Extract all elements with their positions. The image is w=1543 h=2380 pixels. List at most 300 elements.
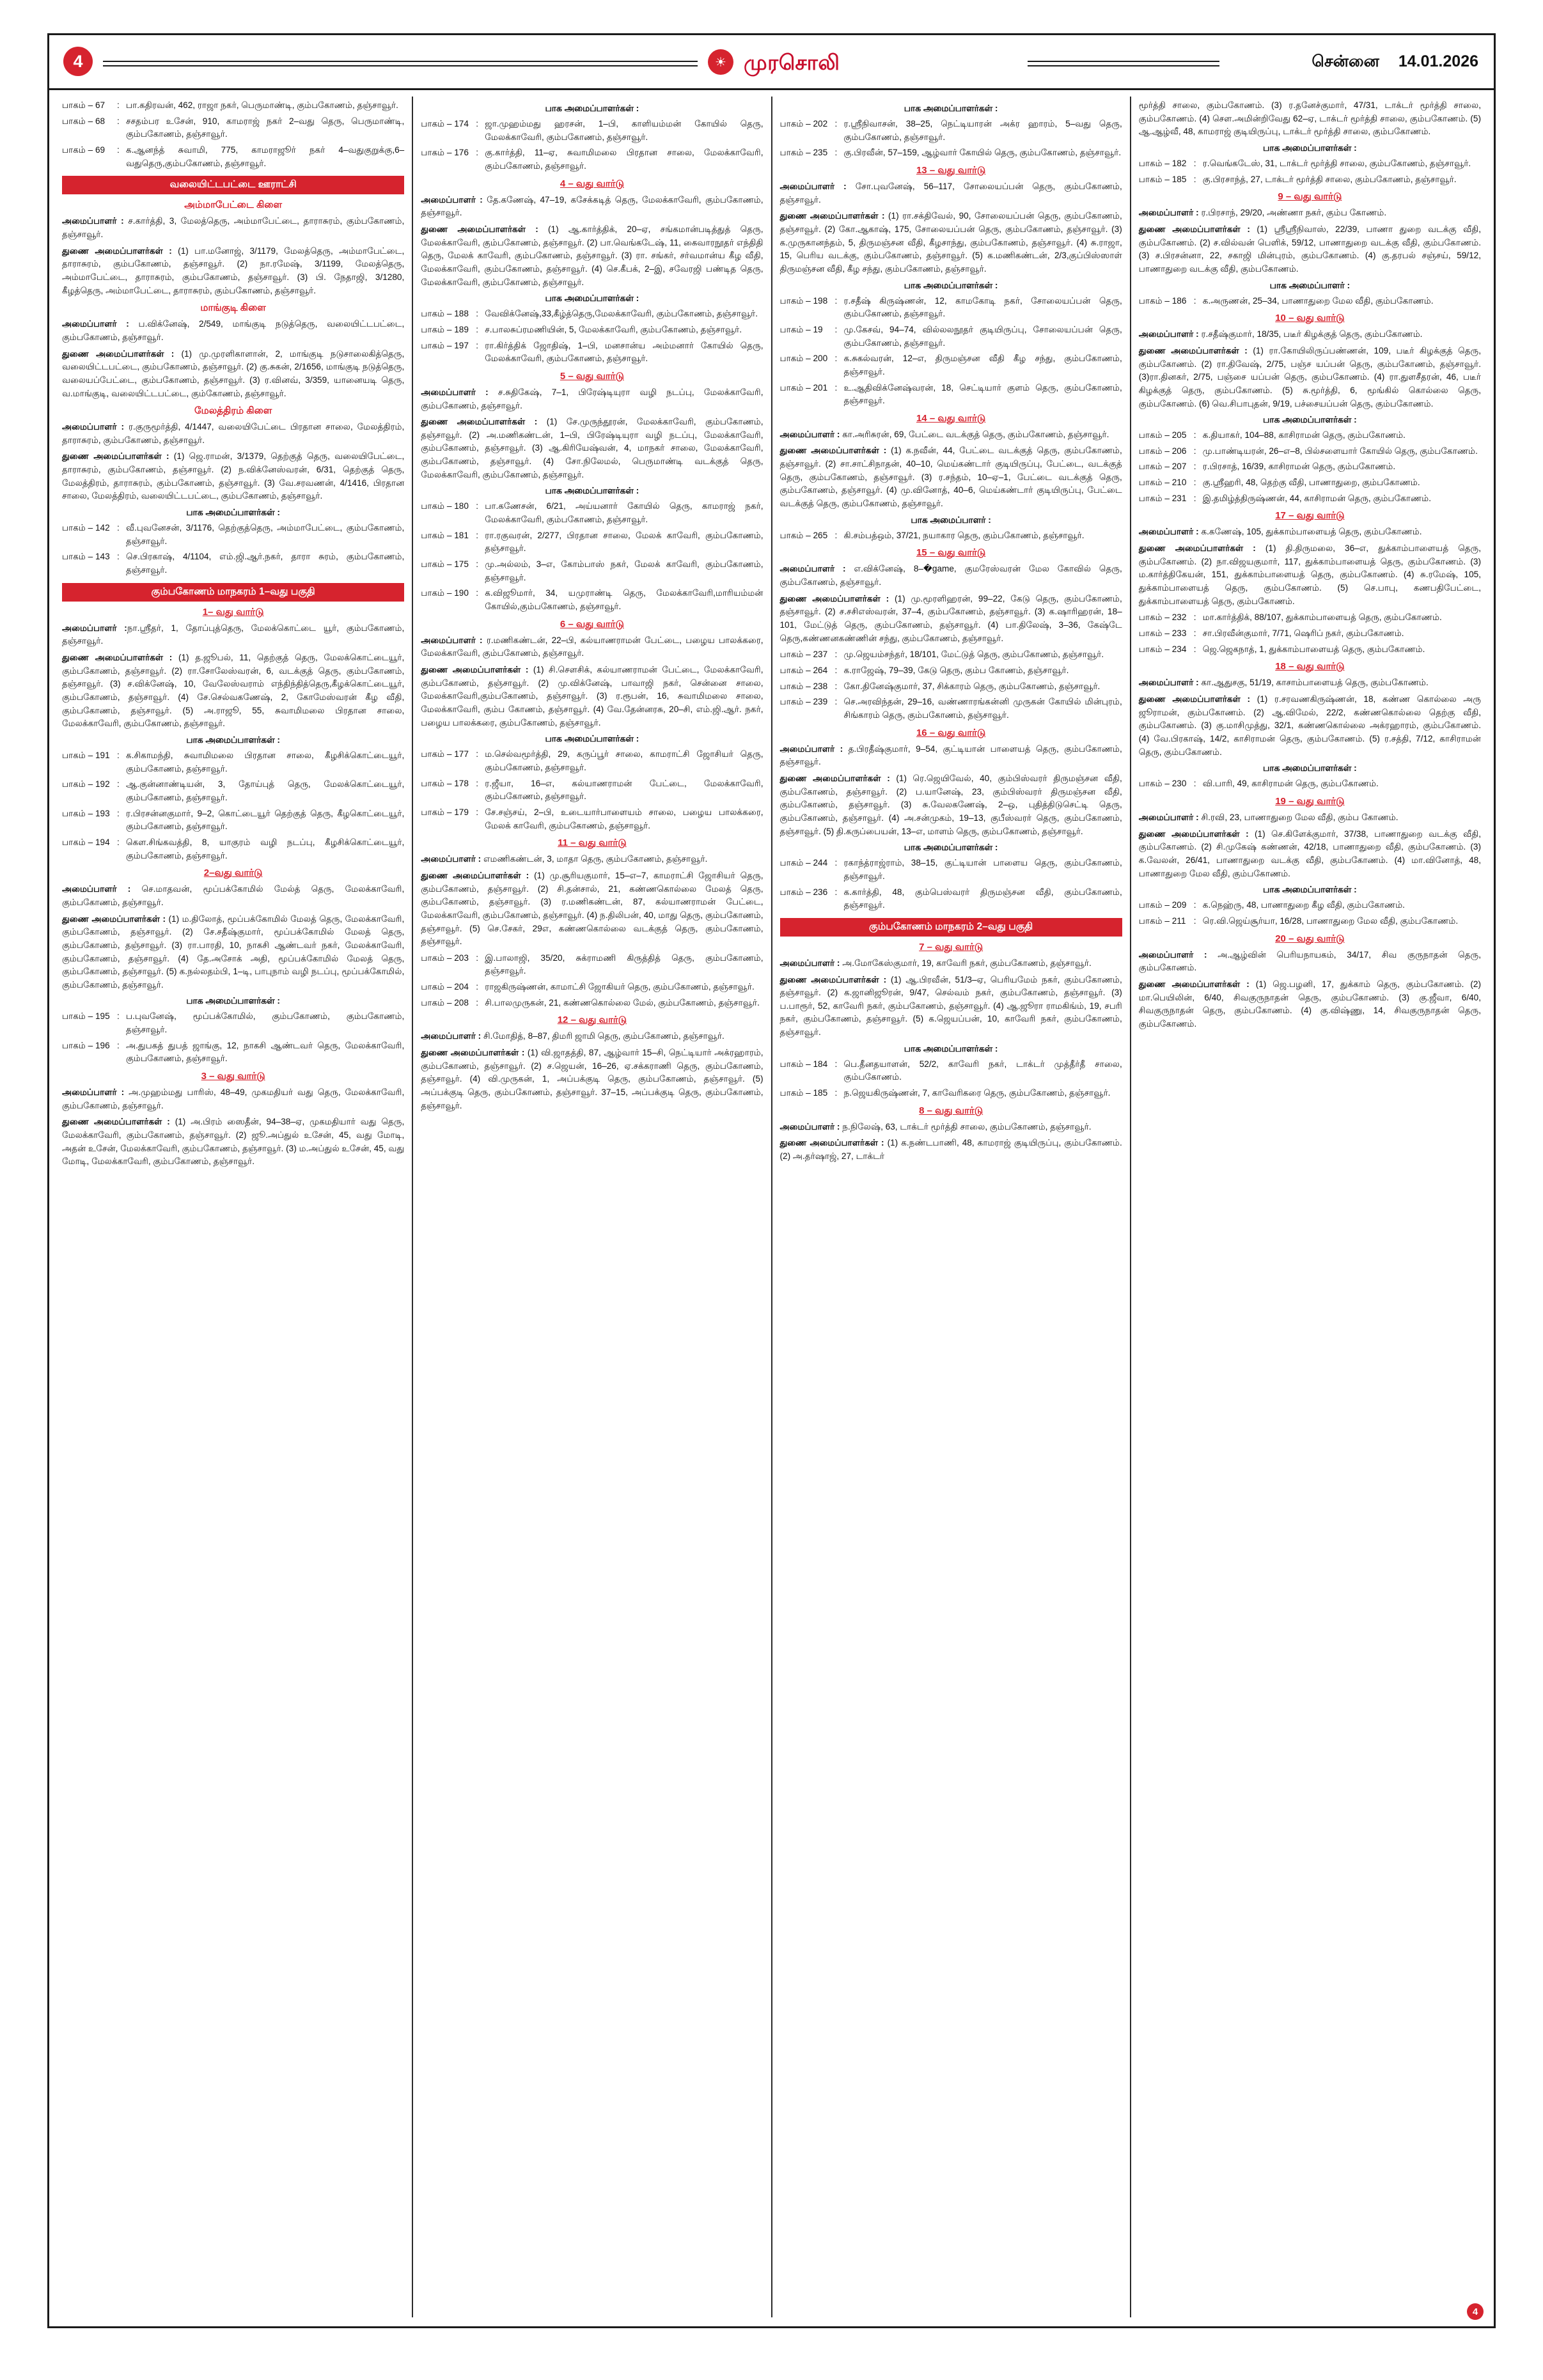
booth-organisers-heading: பாக அமைப்பாளர்கள் : [1263, 415, 1357, 425]
booth-entry [780, 295, 1122, 321]
booth-label: பாகம் – 200 [779, 354, 828, 364]
organiser-text: (1) ஆ.பிரவீன், 51/3–ஏ, பெரியமேம் நகர், கும்பகோணம், தஞ்சாவூர். (2) க.ஜானிஜூரன், 9/47, செல்வம் நகர், கும்பகோணம், தஞ்சாவூர். (3) ப.பாரூர், 52, காவேரி நகர், கும்பகோணம், தஞ்சாவூர். (4) ஆ.ஜூரா ராமகிங்ம், 19, சபரி நகர், கும்பகோணம், தஞ்சாவூர். (5) க.ஜெயப்பன், 10, காவேரி நகர், கும்பகோணம், தஞ்சாவூர். [779, 974, 1122, 1038]
booth-entry [780, 1058, 1122, 1084]
organiser-paragraph [1139, 693, 1481, 759]
organiser-paragraph [1139, 676, 1481, 690]
booth-label: பாகம் – 191 [62, 750, 110, 760]
booth-label: பாகம் – 210 [1138, 478, 1187, 488]
organiser-role-label: அமைப்பாளர் : [779, 181, 847, 191]
organiser-text: எமணிகண்டன், 3, மாதா தெரு, கும்பகோணம், தஞ்சாவூர். [481, 854, 708, 864]
organiser-text: அ.ஆழ்வின் பெரியநாயகம், 34/17, சிவ குருநாதன் தெரு, கும்பகோணம். [1138, 949, 1481, 973]
booth-organisers-heading: பாக அமைப்பாளர்கள் : [904, 280, 998, 290]
booth-address: கு.பிரசாந்த், 27, டாக்டர் மூர்த்தி சாலை, கும்பகோணம், தஞ்சாவூர். [1202, 174, 1457, 184]
organiser-role-label: அமைப்பாளர் : [421, 635, 483, 645]
organiser-text: (1) மு.முரளிகாளான், 2, மாங்குடி நடுசாலைகித்தெரு, வலையிட்டபட்டை, கும்பகோணம், தஞ்சாவூர். (2) கு.சுகன், 2/1656, மாங்குடி நடுத்தெரு, வலையப்பேட்டை, கும்பகோணம், தஞ்சாவூர். (3) ர.வினவ், 3/359, யானையடி தெரு, வ.மாங்குடி, வலையிட்டபட்டை, கும்கோணம், தஞ்சாவூர். [62, 348, 405, 398]
booth-address: ப.புவனேஷ், மூப்பக்கோமில், கும்பகோணம், கும்பகோணம், தஞ்சாவூர். [126, 1011, 405, 1035]
booth-label: பாகம் – 244 [779, 858, 828, 868]
columns-container [49, 90, 1494, 2326]
organiser-role-label: துணை அமைப்பாளர்கள் : [421, 224, 538, 234]
organiser-role-label: அமைப்பாளர் : [421, 387, 489, 397]
booth-address: ர.பிரசன்னகுமார், 9–2, கொட்டையூர் தெற்குத் தெரு, கீழகொட்டையூர், கும்பகோணம், தஞ்சாவூர். [126, 808, 405, 832]
booth-entry [421, 806, 763, 832]
booth-colon: : [1193, 430, 1196, 440]
booth-label: பாகம் – 206 [1138, 446, 1187, 456]
booth-colon: : [1193, 628, 1196, 639]
organiser-paragraph [780, 563, 1122, 589]
ward-heading-text: 1– வது வார்டு [202, 606, 264, 618]
organiser-text: (1) ம.திலோத், மூப்பக்கோமில் மேலத் தெரு, மேலக்காவேரி, கும்பகோணம், தஞ்சாவூர். (2) சே.சதீஷ்குமார், மூப்பக்கோமில் மேலத் தெரு, கும்பகோணம், தஞ்சாவூர். (3) ரா.பாரதி, 10, நாகசி ஆண்டவர் நகர், மேலக்காவேரி, கும்பகோணம், தஞ்சாவூர். (4) தே.அசோக் அதி, மூப்பக்கோமில் மேலத் தெரு, கும்பகோணம், தஞ்சாவூர். (5) க.நல்லதம்பி, 1–டி, பாபுநாம் வழி நடப்பு, மூப்பக்கோமில், கும்பகோணம், தஞ்சாவூர். [62, 914, 405, 990]
booth-entry [421, 529, 763, 556]
organiser-text: தே.கணேஷ், 47–19, கசேக்கடித் தெரு, மேலக்காவேரி, கும்பகோணம், தஞ்சாவூர். [421, 194, 764, 218]
booth-label: பாகம் – 67 [62, 100, 106, 110]
ward-heading-text: 5 – வது வார்டு [560, 370, 624, 382]
booth-colon: : [117, 116, 120, 126]
organiser-text: (1) மு.சூரியகுமார், 15–எ–7, காமராட்சி ஜோசியர் தெரு, கும்பகோணம், தஞ்சாவூர். (2) சி.தன்சால், 21, கண்ணகொல்லை மேலத் தெரு, கும்பகோணம், தஞ்சாவூர். (3) ர.மணிகண்டன், 87, கல்யாணராமன் பேட்டை, மேலக்காவேரி, கும்பகோணம், தஞ்சாவூர். (4) ந.திலிபன், 40, மாது தெரு, கும்பகோணம், தஞ்சாவூர். (5) செ.சேகர், 29எ, கண்ணகொல்லை வடக்குத் தெரு, கும்பகோணம், தஞ்சாவூர். [421, 870, 764, 947]
booth-label: பாகம் – 201 [779, 382, 828, 393]
booth-label: பாகம் – 238 [779, 681, 828, 691]
edition-date: 14.01.2026 [1398, 52, 1478, 70]
booth-entry [780, 1087, 1122, 1100]
organiser-text: (1) ஜெ.பழனி, 17, துக்காம் தெரு, கும்பகோணம். (2) மா.பெயிலின், 6/40, சிவகுருநாதன் தெரு, கும்பகோணம். (3) கு.ஜீவா, 6/40, சிவகுருநாதன் தெரு, கும்பகோணம். (4) கு.விஷ்ணு, 14, சிவகுருநாதன் தெரு, கும்பகோணம். [1138, 979, 1481, 1029]
ward-heading [780, 727, 1122, 740]
booth-entry [780, 529, 1122, 543]
organiser-role-label: துணை அமைப்பாளர்கள் : [779, 1138, 884, 1148]
booth-organisers-heading: பாக அமைப்பாளர்கள் : [904, 104, 998, 113]
booth-address: செ.பிரகாஷ், 4/1104, எம்.ஜி.ஆர்.நகர், தாரா சுரம், கும்பகோணம், தஞ்சாவூர். [126, 552, 405, 575]
ward-heading [421, 1015, 763, 1027]
organiser-role-label: துணை அமைப்பாளர்கள் : [421, 417, 538, 427]
booth-organisers-heading: பாக அமைப்பாளர்கள் : [904, 843, 998, 853]
ward-heading-text: 7 – வது வார்டு [919, 941, 983, 953]
booth-label: பாகம் – 69 [62, 144, 106, 155]
booth-colon: : [1193, 446, 1196, 456]
page-number-badge: 4 [63, 47, 93, 76]
organiser-text: (1) ஸ்ரீஸ்ரீநிவாஸ், 22/39, பாணா துறை வடக்கு வீதி, கும்பகோணம். (2) ச.வில்வன் பெளிக், 59/12, பாணாதுறை வடக்கு வீதி, கும்பகோணம். (3) ச.பிரசன்னா, 22, சகாஜி மின்புரம், கும்பகோணம். (4) கு.தரபல் சஞ்சய், 59/12, பாணாதுறை வடக்கு வீதி, கும்பகோணம். [1138, 224, 1481, 274]
ward-heading [1139, 796, 1481, 808]
organiser-role-label: அமைப்பாளர் : [1138, 208, 1199, 218]
organiser-role-label: துணை அமைப்பாளர்கள் : [62, 451, 169, 462]
branch-heading: மேலத்திரம் கிளை [194, 405, 272, 417]
organiser-paragraph [1139, 978, 1481, 1031]
booth-address: கௌ.சிங்கவத்தி, 8, யாகுரம் வழி நடப்பு, கீழசிக்கொட்டையூர், கும்பகோணம், தஞ்சாவூர். [126, 837, 405, 860]
booth-entry [780, 664, 1122, 678]
organiser-text: (1) சி.செளசிக், கல்யாணராமன் பேட்டை, மேலக்காவேரி, கும்பகோணம், தஞ்சாவூர். (2) மு.விக்னேஷ், பாவாஜி நகர், சென்னை சாலை, மேலக்காவேரி,கும்பகோணம், தஞ்சாவூர். (3) ர.ரூபன், 16, சுவாமிமலை சாலை, மேலக்காவேரி, கும்ப கோணம், தஞ்சாவூர். (4) வே.தேன்னரசு, 20–சி, எம்.ஜி.ஆர். நகர், பழைய பாலக்கரை, கும்பகோணம், தஞ்சாவூர். [421, 665, 764, 727]
organiser-paragraph [62, 1086, 404, 1112]
booth-colon: : [1193, 644, 1196, 654]
ward-heading [780, 413, 1122, 425]
organiser-role-label: அமைப்பாளர் : [1138, 949, 1207, 960]
booth-colon: : [1193, 493, 1196, 503]
organiser-role-label: அமைப்பாளர் : [62, 884, 131, 894]
booth-label: பாகம் – 180 [421, 501, 469, 511]
ward-heading-text: 11 – வது வார்டு [558, 837, 627, 849]
booth-colon: : [834, 1059, 838, 1069]
organiser-role-label: துணை அமைப்பாளர்கள் : [1138, 979, 1249, 989]
organiser-paragraph [780, 1121, 1122, 1134]
booth-entry [421, 307, 763, 321]
booth-label: பாகம் – 237 [779, 649, 828, 660]
booth-colon: : [1193, 915, 1196, 926]
booth-colon: : [476, 324, 479, 334]
booth-address: கோ.தினேஷ்குமார், 37, சிக்காரம் தெரு, கும்பகோணம், தஞ்சாவூர். [843, 681, 1100, 691]
booth-colon: : [117, 779, 120, 789]
booth-label: பாகம் – 233 [1138, 628, 1187, 639]
booth-address: சசதம்பர உசேன், 910, காமராஜ் நகர் 2–வது தெரு, பெருமாண்டி, கும்பகோணம், தஞ்சாவூர். [126, 116, 405, 139]
ward-heading [62, 607, 404, 619]
organiser-text: (1) ஜெ.ராமன், 3/1379, தெற்குத் தெரு, வலையிபேட்டை, தாராசுரம், கும்பகோணம், தஞ்சாவூர். (2) ந.விக்னேஸ்வரன், 6/31, தெற்குத் தெரு, மேலத்திரம், தாராசுரம், கும்பகோணம், தஞ்சாவூர். (3) வே.சரவணன், 4/1416, பிரதான சாலை, மேலத்திரம், வலையிட்டபட்டை, கும்பகோணம், தஞ்சாவூர். [62, 451, 405, 501]
booth-label: பாகம் – 190 [421, 588, 469, 598]
organiser-paragraph [780, 444, 1122, 510]
organiser-text: (1) ரா.கோயிலிருப்பண்ணன், 109, படீர் கிழக்குத் தெரு, கும்பகோணம். (2) ரா.திவேஷ், 2/75, பஞ்ச யப்பன் தெரு, கும்பகோணம், தஞ்சாவூர். (3)ரா.தினகர், 2/75, பஞ்சை யப்பன் தெரு, கும்பகோணம். (4) ரா.துளசீதரன், 46, படீர் கிழக்குத் தெரு, கும்பகோணம். (5) சு.மூர்த்தி, 6, மூங்கில் கொல்லை தெரு, கும்பகோணம். (6) வெ.சிபாபுதன், 9/19, பச்சையப்பன் தெரு, கும்பகோணம். [1138, 345, 1481, 408]
organiser-text: க.கணேஷ், 105, துக்காம்பாளையத் தெரு, கும்பகோணம். [1198, 527, 1422, 537]
booth-colon: : [834, 665, 838, 675]
booth-entry [780, 146, 1122, 160]
booth-organisers-heading: பாக அமைப்பாளர்கள் : [545, 293, 639, 304]
ward-heading-text: 10 – வது வார்டு [1275, 313, 1345, 324]
organiser-text: (1) அ.பிரம் ஸைதீன், 94–38–ஏ, முகமதியார் வது தெரு, மேலக்காவேரி, கும்பகோணம், தஞ்சாவூர். (2) ஜூ.அப்துல் உசேன், 45, வது மோடி, அதன் உசேன், மேலக்காவேரி, கும்பகோணம், தஞ்சாவூர். (3) ம.அப்துல் உசேன், 45, வது மோடி, மேலக்காவேரி, கும்பகோணம், தஞ்சாவூர். [62, 1117, 405, 1167]
organiser-text: கா.ஆதுசகு, 51/19, காசாம்பாளையத் தெரு, கும்பகோணம். [1198, 678, 1429, 688]
organiser-role-label: துணை அமைப்பாளர்கள் : [779, 211, 885, 221]
booth-address: பெ.தீனதயாளன், 52/2, காவேரி நகர், டாக்டர் முத்தீர்தீ சாலை, கும்பகோணம். [843, 1059, 1122, 1082]
organiser-role-label: துணை அமைப்பாளர்கள் : [62, 914, 166, 924]
booth-entry [1139, 295, 1481, 308]
booth-label: பாகம் – 186 [1138, 295, 1187, 306]
organiser-text: (1) ஆ.கார்த்திக், 20–ஏ, சங்கமான்படித்துத் தெரு, மேலக்காவேரி, கும்பகோணம், தஞ்சாவூர். (2) பா.வெங்கடேஷ், 11, கைவாரநூதர் எந்திதி தெரு, மேலக் காவேரி, கும்பகோணம், தஞ்சாவூர். (3) ரா. சங்கர், சர்வமான்ய கீழ வீதி, மேலக்காவேரி, கும்பகோணம், தஞ்சாவூர். (4) செ.கீபக், 2–இ, சவேரஜி பண்டித தெரு, மேலக்காவேரி, கும்பகோணம், தஞ்சாவூர். [421, 224, 764, 287]
organiser-paragraph [62, 215, 404, 241]
booth-address: ந.ஜெயகிருஷ்ணன், 7, காவேரிகரை தெரு, கும்பகோணம், தஞ்சாவூர். [843, 1088, 1111, 1098]
booth-entry [421, 981, 763, 994]
booth-label: பாகம் – 235 [779, 148, 828, 158]
ward-heading-text: 20 – வது வார்டு [1275, 933, 1345, 944]
booth-entry [421, 997, 763, 1010]
booth-label: பாகம் – 198 [779, 295, 828, 306]
organiser-paragraph [780, 428, 1122, 442]
booth-organisers-heading: பாக அமைப்பாளர்கள் : [1263, 763, 1357, 774]
booth-organisers-heading: பாக அமைப்பாளர்கள் : [545, 104, 639, 113]
booth-address: இ.தமிழ்த்திருஷ்ணன், 44, காசிராமன் தெரு, கும்பகோணம். [1202, 493, 1432, 503]
booth-entry [1139, 492, 1481, 506]
booth-label: பாகம் – 239 [779, 697, 828, 707]
ward-heading [421, 619, 763, 631]
booth-entry [62, 522, 404, 548]
booth-label: பாகம் – 197 [421, 340, 469, 350]
organiser-role-label: துணை அமைப்பாளர்கள் : [421, 870, 529, 880]
booth-colon: : [1193, 779, 1196, 789]
booth-entry [780, 323, 1122, 350]
booth-colon: : [476, 778, 479, 788]
booth-entry [62, 1010, 404, 1036]
booth-address: இ.பாலாஜி, 35/20, சுக்ராமணி கிருத்தித் தெரு, கும்பகோணம், தஞ்சாவூர். [485, 953, 764, 976]
booth-entry [62, 115, 404, 141]
organiser-role-label: துணை அமைப்பாளர்கள் : [779, 773, 890, 783]
booth-entry [421, 777, 763, 804]
booth-address: உ.ஆதிவிக்னேஷ்வரன், 18, செட்டியார் குளம் தெரு, கும்பகோணம், தஞ்சாவூர். [843, 382, 1122, 406]
publication-title: முரசொலி [744, 51, 840, 74]
organiser-text: (1) வி.ஜாதத்தி, 87, ஆழ்வார் 15–சி, நெட்டியார் அக்ரஹாரம், கும்பகோணம், தஞ்சாவூர். (2) ச.ஜெயன், 16–26, ஏ.சக்கராணி தெரு, கும்பகோணம், தஞ்சாவூர். (4) வி.முருகன், 1, அப்பக்குடி தெரு, கும்பகோணம், தஞ்சாவூர். (5) அப்பக்குடி தெரு, கும்பகோணம், தஞ்சாவூர். 37–15, அப்பக்குடி தெரு, கும்பகோணம், தஞ்சாவூர். [421, 1048, 764, 1110]
booth-colon: : [834, 858, 838, 868]
organiser-paragraph [1139, 223, 1481, 276]
booth-label: பாகம் – 230 [1138, 779, 1187, 789]
booth-address: க.ராஜேஷ், 79–39, கேடு தெரு, கும்ப கோணம், தஞ்சாவூர். [843, 665, 1069, 675]
booth-entry [1139, 476, 1481, 490]
booth-label: பாகம் – 202 [779, 119, 828, 128]
organiser-role-label: துணை அமைப்பாளர்கள் : [1138, 694, 1251, 704]
organiser-paragraph [62, 913, 404, 992]
booth-label: பாகம் – 204 [421, 982, 469, 992]
booth-address: ரெ.வி.ஜெய்சூர்யா, 16/28, பாணாதுறை மேல வீதி, கும்பகோணம். [1202, 915, 1459, 926]
booth-address: ர.வெங்கடேஸ், 31, டாக்டர் மூர்த்தி சாலை, கும்பகோணம், தஞ்சாவூர். [1202, 158, 1471, 168]
booth-organisers-heading: பாக அமைப்பாளர்கள் : [1263, 885, 1357, 895]
booth-colon: : [834, 887, 838, 897]
organiser-paragraph [1139, 542, 1481, 608]
organiser-paragraph [780, 210, 1122, 276]
booth-entry [62, 836, 404, 862]
booth-label: பாகம் – 208 [421, 997, 469, 1007]
booth-colon: : [117, 144, 120, 155]
booth-label: பாகம் – 184 [779, 1059, 828, 1069]
organiser-text: (1) ரெ.ஜெயிவேல், 40, கும்பிஸ்வரர் திருமஞ்சன வீதி, கும்பகோணம், தஞ்சாவூர். (2) ப.யானேஷ், 23, கும்பிஸ்வரர் திருமஞ்சன வீதி, கும்பகோணம், தஞ்சாவூர். (3) சு.வேலகணேஷ், 2–ஒ, புதித்திடுசெட்டி தெரு, கும்பகோணம், தஞ்சாவூர். (4) அ.சன்முகம், 19–13, குபீஸ்வரர் தெரு, கும்பகோணம், தஞ்சாவூர். (5) தி.கருப்பையன், 13–எ, மாளம் தெரு, கும்பகோணம், தஞ்சாவூர். [779, 773, 1122, 836]
booth-colon: : [1193, 612, 1196, 623]
organiser-paragraph [62, 450, 404, 503]
organiser-paragraph [421, 853, 763, 866]
section-banner: வலையிட்டபட்டை ஊராட்சி [62, 176, 404, 194]
organiser-role-label: அமைப்பாளர் : [779, 958, 840, 968]
booth-organisers-heading: பாக அமைப்பாளர்கள் : [186, 508, 280, 518]
ward-heading [1139, 510, 1481, 522]
booth-address: கு.ஸ்ரீஹரி, 48, தெற்கு வீதி, பாணாதுறை, கும்பகோணம். [1202, 478, 1420, 488]
organiser-role-label: அமைப்பாளர் : [779, 429, 840, 439]
booth-organisers-heading: பாக அமைப்பாளர்கள் : [904, 1043, 998, 1054]
booth-entry [62, 778, 404, 804]
organiser-text: (1) க.நண்டபாணி, 48, காமராஜ் குடியிருப்பு, கும்பகோணம். (2) அ.தர்ஷாஜ், 27, டாக்டர் [779, 1138, 1122, 1162]
footer-page-number: 4 [1467, 2303, 1484, 2320]
branch-heading: மாங்குடி கிளை [200, 302, 266, 314]
booth-colon: : [834, 295, 838, 306]
booth-label: பாகம் – 265 [779, 530, 828, 540]
booth-address: க.நெஹ்ரு, 48, பாணாதுறை கீழ வீதி, கும்பகோணம். [1202, 900, 1405, 910]
ward-heading [780, 547, 1122, 559]
booth-address: கு.கார்த்தி, 11–ஏ, சுவாமிமலை பிரதான சாலை, மேலக்காவேரி, கும்பகோணம், தஞ்சாவூர். [485, 148, 764, 171]
organiser-paragraph [62, 883, 404, 909]
organiser-text: (1) மு.மூரளிஹரன், 99–22, கேடு தெரு, கும்பகோணம், தஞ்சாவூர். (2) ச.சசிஎஸ்வரன், 37–4, கும்பகோணம், தஞ்சாவூர். (3) க.ஷாரிஹரன், 18–101, மேட்டுத் தெரு, கும்பகோணம், தஞ்சாவூர். (4) பா.திலேஷ், 3–36, கேஷ்டே தெரு,கண்ணனகண்ணின் சந்து, கும்பகோணம், தஞ்சாவூர். [779, 593, 1122, 643]
booth-address: சி.பாலமுருகன், 21, கண்ணகொல்லை மேல், கும்பகோணம், தஞ்சாவூர். [485, 997, 760, 1007]
booth-label: பாகம் – 196 [62, 1040, 110, 1050]
organiser-role-label: அமைப்பாளர் : [62, 1087, 125, 1098]
organiser-text: செ.மாதவன், மூப்பக்கோமில் மேல்த் தெரு, மேலக்காவேரி, கும்பகோணம், தஞ்சாவூர். [62, 884, 405, 907]
organiser-paragraph [62, 318, 404, 344]
booth-address: ச.பாலசுப்ரமணியின், 5, மேலக்காவேரி, கும்பகோணம், தஞ்சாவூர். [485, 324, 742, 334]
organiser-paragraph [780, 772, 1122, 838]
ward-heading [780, 1105, 1122, 1117]
organiser-paragraph [62, 421, 404, 447]
organiser-role-label: அமைப்பாளர் : [421, 854, 482, 864]
organiser-role-label: துணை அமைப்பாளர்கள் : [779, 446, 887, 456]
booth-colon: : [476, 588, 479, 598]
ward-heading [780, 942, 1122, 954]
organiser-role-label: துணை அமைப்பாளர்கள் : [62, 348, 175, 359]
sun-emblem-icon: ☀ [708, 49, 733, 75]
ward-heading-text: 17 – வது வார்டு [1275, 510, 1345, 522]
booth-address: ஜெ.ஜெகநாத், 1, துக்காம்பாளையத் தெரு, கும்பகோணம். [1202, 644, 1425, 654]
ward-heading-text: 2–வது வார்டு [203, 867, 263, 879]
booth-address: மா.கார்த்திக், 88/107, துக்காம்பாளையத் தெரு, கும்பகோணம். [1202, 612, 1442, 623]
booth-colon: : [834, 530, 838, 540]
booth-entry [780, 648, 1122, 662]
booth-colon: : [476, 807, 479, 817]
booth-colon: : [476, 749, 479, 759]
booth-entry [780, 352, 1122, 378]
organiser-paragraph [1139, 206, 1481, 220]
booth-entry [1139, 627, 1481, 641]
ward-heading [1139, 661, 1481, 673]
edition-city: சென்னை [1312, 52, 1379, 70]
booth-entry [1139, 915, 1481, 928]
organiser-text: மூர்த்தி சாலை, கும்பகோணம். (3) ர.தனேச்குமார், 47/31, டாக்டர் மூர்த்தி சாலை, கும்பகோணம். (4) செள.அமின்றிவேது 62–ஏ, டாக்டர் மூர்த்தி சாலை, கும்பகோணம். (5) ஆ.ஆழ்வீ, 48, காமராஜ் குடியிருப்பு, டாக்டர் மூர்த்தி சாலை, கும்பகோணம். [1138, 100, 1481, 137]
organiser-paragraph [421, 1030, 763, 1043]
booth-colon: : [476, 148, 479, 158]
organiser-role-label: துணை அமைப்பாளர்கள் : [1138, 543, 1256, 554]
organiser-role-label: துணை அமைப்பாளர்கள் : [62, 245, 172, 256]
booth-colon: : [834, 1088, 838, 1098]
booth-address: மு.கேசவ், 94–74, வில்லலநூதர் குடியிருப்பு, சோலையப்பன் தெரு, கும்பகோணம், தஞ்சாவூர். [843, 324, 1122, 348]
organiser-paragraph [62, 245, 404, 298]
booth-entry [421, 323, 763, 337]
organiser-paragraph [62, 1116, 404, 1169]
booth-label: பாகம் – 142 [62, 523, 110, 533]
organiser-role-label: அமைப்பாளர் : [1138, 812, 1199, 822]
masthead-rule-right [1028, 61, 1219, 66]
booth-colon: : [117, 750, 120, 760]
booth-address: க.அருணன், 25–34, பாணாதுறை மேல வீதி, கும்பகோணம். [1202, 295, 1434, 306]
booth-address: க.தியாகர், 104–88, காசிராமன் தெரு, கும்பகோணம். [1202, 430, 1406, 440]
booth-colon: : [476, 559, 479, 570]
booth-label: பாகம் – 176 [421, 148, 469, 158]
booth-label: பாகம் – 178 [421, 778, 469, 788]
organiser-paragraph [1139, 949, 1481, 975]
organiser-paragraph [62, 622, 404, 648]
organiser-paragraph [1139, 99, 1481, 139]
booth-colon: : [117, 808, 120, 818]
ward-heading [780, 165, 1122, 177]
booth-address: மு.பாண்டியரன், 26–எ–8, பில்சளையார் கோயில் தெரு, கும்பகோணம். [1202, 446, 1478, 456]
column-4 [1130, 97, 1489, 2317]
organiser-paragraph [421, 416, 763, 481]
booth-entry [1139, 643, 1481, 657]
organiser-text: ர.பிரசாந், 29/20, அண்ணா நகர், கும்ப கோணம். [1198, 208, 1387, 218]
booth-entry [1139, 460, 1481, 474]
booth-address: வேவிக்னேஷ்,33,கீழ்த்தெரு,மேலக்காவேரி, கும்பகோணம், தஞ்சாவூர். [485, 309, 758, 319]
booth-organisers-heading: பாக அமைப்பாளர்கள் : [1263, 143, 1357, 153]
organiser-role-label: அமைப்பாளர் : [421, 1031, 482, 1041]
column-1 [54, 97, 412, 2317]
booth-entry [1139, 445, 1481, 458]
booth-label: பாகம் – 143 [62, 552, 110, 562]
organiser-paragraph [62, 348, 404, 401]
booth-address: கு.பிரவீன், 57–159, ஆழ்வார் கோயில் தெரு, கும்பகோணம், தஞ்சாவூர். [843, 148, 1122, 158]
organiser-text: ச.கார்த்தி, 3, மேலத்தெரு, அம்மாபேட்டை, தாராசுரம், கும்பகோணம், தஞ்சாவூர். [62, 216, 405, 239]
organiser-paragraph [780, 957, 1122, 970]
booth-address: ராஜகிருஷ்ணன், காமாட்சி ஜோகியர் தெரு, கும்பகோணம், தஞ்சாவூர். [485, 982, 755, 992]
booth-address: க.சுகல்வரன், 12–எ, திருமஞ்சன வீதி கீழ சந்து, கும்பகோணம், தஞ்சாவூர். [843, 354, 1122, 377]
organiser-text: (1) ரா.சக்திவேல், 90, சோலையப்பன் தெரு, கும்பகோணம், தஞ்சாவூர். (2) கோ.ஆகாஷ், 175, சோலையப்பன் தெரு, கும்பகோணம், தஞ்சாவூர். (3) க.முருகானந்தம், 5, திருமஞ்சன வீதி, கீழசாந்து, கும்பகோணம், தஞ்சாவூர். (4) சு.ராஜா, 15, பெரிய வடக்கு, கும்பகோணம், தஞ்சாவூர். (5) க.மணிகண்டன், 2/3,குப்பிஸ்ஸாள் திருமஞ்சன வீதி, கீழ சந்து, கும்பகோணம், தஞ்சாவூர். [779, 211, 1122, 274]
booth-address: க.ஆனந்த் சுவாமி, 775, காமராஜூர் நகர் 4–வதுகுறுக்கு,6–வதுதெரு,கும்பகோணம், தஞ்சாவூர். [126, 144, 405, 168]
organiser-text: (1) சே.முருந்தூரன், மேலக்காவேரி, கும்பகோணம், தஞ்சாவூர். (2) அ.மணிகண்டன், 1–பி, பிரேஷ்டியுரா வழி நடப்பு, மேலக்காவேரி, கும்பகோணம், தஞ்சாவூர். (3) ஆ.கிரியேஷ்வன், 4, மாநகர் சாலை, மேலக்காவேரி, கும்பகோணம், தஞ்சாவூர். (4) சோ.நிலேமல், பெருமாண்டி வடக்குத் தெரு, மேலக்காவேரி, கும்பகோணம், தஞ்சாவூர். [421, 417, 764, 479]
booth-address: ரா.ரகுவரன், 2/277, பிரதான சாலை, மேலக் காவேரி, கும்பகோணம், தஞ்சாவூர். [485, 530, 764, 554]
organiser-role-label: துணை அமைப்பாளர்கள் : [1138, 345, 1248, 355]
organiser-paragraph [780, 1137, 1122, 1163]
booth-address: சா.பிரவீன்குமார், 7/71, ஷெரிப் நகர், கும்பகோணம். [1202, 628, 1404, 639]
organiser-role-label: அமைப்பாளர் : [779, 743, 843, 754]
booth-organisers-heading: பாக அமைப்பாளர்கள் : [186, 735, 280, 745]
organiser-role-label: அமைப்பாளர் : [62, 623, 127, 633]
booth-address: க.விஜூமார், 34, யமுராண்டி தெரு, மேலக்காவேரி,மாரியம்மன் கோயில்,கும்பகோணம், தஞ்சாவூர். [485, 588, 764, 612]
booth-entry [421, 500, 763, 526]
organiser-role-label: துணை அமைப்பாளர்கள் : [421, 1048, 525, 1058]
booth-entry [62, 1039, 404, 1066]
booth-colon: : [834, 324, 838, 334]
organiser-text: (1) பா.மனோஜ், 3/1179, மேலத்தெரு, அம்மாபேட்டை, தாராசுரம், கும்பகோணம், தஞ்சாவூர். (2) நா.ரமேஷ், 3/1199, மேலத்தெரு, அம்மாபேட்டை, தாராசுரம், கும்பகோணம், தஞ்சாவூர். (3) பி. நேதாஜி, 3/1280, கீழத்தெரு, அம்மாபேட்டை, தாராசுரம், கும்பகோணம், தஞ்சாவூர். [62, 245, 405, 295]
organiser-role-label: அமைப்பாளர் : [779, 1121, 840, 1132]
booth-colon: : [834, 382, 838, 393]
column-2 [412, 97, 771, 2317]
organiser-text: ந.நிலேஷ், 63, டாக்டர் மூர்த்தி சாலை, கும்பகோணம், தஞ்சாவூர். [840, 1121, 1092, 1132]
masthead-rule-left [103, 61, 698, 66]
booth-label: பாகம் – 211 [1138, 915, 1186, 926]
booth-address: சே.சஞ்சய், 2–பி, உடையார்பாளையம் சாலை, பழைய பாலக்கரை, மேலக் காவேரி, கும்பகோணம், தஞ்சாவூர். [485, 807, 764, 830]
booth-entry [62, 144, 404, 170]
booth-label: பாகம் – 203 [421, 953, 469, 963]
organiser-role-label: துணை அமைப்பாளர்கள் : [421, 665, 529, 674]
booth-address: மு.அல்லம், 3–எ, கோம்பாஸ் நகர், மேலக் காவேரி, கும்பகோணம், தஞ்சாவூர். [485, 559, 764, 582]
booth-organisers-heading: பாக அமைப்பாளர்கள் : [545, 486, 639, 496]
organiser-role-label: அமைப்பாளர் : [62, 422, 125, 432]
section-banner: கும்பகோணம் மாநகரம் 1–வது பகுதி [62, 583, 404, 602]
booth-label: பாகம் – 209 [1138, 900, 1187, 910]
organiser-role-label: துணை அமைப்பாளர்கள் : [1138, 224, 1250, 234]
booth-label: பாகம் – 205 [1138, 430, 1187, 440]
organiser-text: (1) க.நவீன், 44, பேட்டை வடக்குத் தெரு, கும்பகோணம், தஞ்சாவூர். (2) சா.சாட்சிநாதன், 40–10, மெய்கண்டார் குடியிருப்பு, பேட்டை, வடக்குத் தெரு, கும்பகோணம், தஞ்சாவூர். (3) ர.சந்தம், 10–ஏ–1, பேட்டை வடக்குத் தெரு, கும்பகோணம், தஞ்சாவூர். (4) மு.வினோத், 40–6, மெய்கண்டார் குடியிருப்பு, பேட்டை வடக்குத் தெரு, கும்பகோணம், தஞ்சாவூர். [779, 446, 1122, 509]
organiser-paragraph [1139, 525, 1481, 539]
organiser-role-label: துணை அமைப்பாளர்கள் : [1138, 828, 1249, 839]
booth-label: பாகம் – 185 [779, 1088, 828, 1098]
booth-label: பாகம் – 174 [421, 119, 469, 128]
booth-colon: : [476, 501, 479, 511]
organiser-paragraph [780, 974, 1122, 1039]
booth-entry [421, 118, 763, 144]
booth-label: பாகம் – 194 [62, 837, 110, 847]
ward-heading-text: 14 – வது வார்டு [916, 412, 986, 424]
ward-heading [1139, 933, 1481, 945]
booth-label: பாகம் – 175 [421, 559, 469, 570]
organiser-paragraph [421, 634, 763, 660]
ward-heading-text: 15 – வது வார்டு [916, 547, 986, 559]
organiser-text: (1) ர.சரவணகிருஷ்ணன், 18, கண்ண கொல்லை அரு ஜூராமன், கும்பகோணம். (2) ஆ.விமேல், 22/2, கண்ணகொல்லை தெற்கு வீதி, கும்பகோணம். (3) கு.மாசிமுத்து, 32/1, கண்ணகொல்லை அக்ரஹாரம், கும்பகோணம். (4) வே.பிரகாஷ், 14/2, காசிராமன் தெரு, கும்பகோணம். (5) ர.சத்தி, 7/12, காசிராமன் தெரு, கும்பகோணம். [1138, 694, 1481, 757]
booth-entry [780, 118, 1122, 144]
booth-organisers-heading: பாக அமைப்பாளர் : [1269, 280, 1351, 290]
booth-address: க.சிகாமந்தி, சுவாமிமலை பிரதான சாலை, கீழசிக்கொட்டையூர், கும்பகோணம், தஞ்சாவூர். [126, 750, 405, 774]
booth-address: ரா.கிர்த்திக் ஜோதிஷ், 1–பி, மனசான்ய அம்மனார் கோயில் தெரு, மேலக்காவேரி, கும்பகோணம், தஞ்சாவூர். [485, 340, 764, 364]
booth-colon: : [1193, 900, 1196, 910]
booth-address: வி.பாரி, 49, காசிராமன் தெரு, கும்பகோணம். [1202, 779, 1379, 789]
booth-address: பா.கதிரவன், 462, ராஜா நகர், பெருமாண்டி, கும்பகோணம், தஞ்சாவூர். [126, 100, 398, 110]
booth-label: பாகம் – 179 [421, 807, 469, 817]
booth-colon: : [476, 530, 479, 540]
booth-colon: : [117, 523, 120, 533]
booth-colon: : [1193, 462, 1196, 472]
booth-label: பாகம் – 19 [779, 324, 823, 334]
booth-label: பாகம் – 68 [62, 116, 106, 126]
booth-address: ர.ஜீயா, 16–எ, கல்யாணராமன் பேட்டை, மேலக்காவேரி, கும்பகோணம், தஞ்சாவூர். [485, 778, 764, 802]
